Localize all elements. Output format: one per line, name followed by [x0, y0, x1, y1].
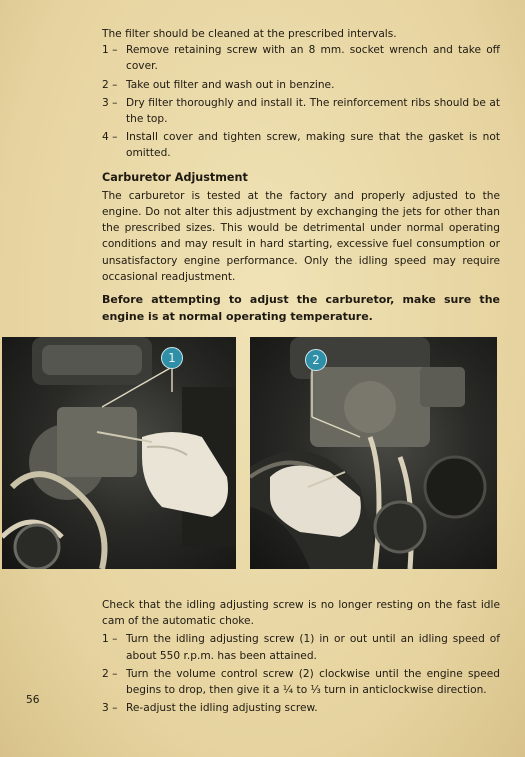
filter-instructions: [102, 26, 500, 325]
filter-step-1: 1 – Remove retaining screw with an 8 mm. socket wrench and take off cover.: [102, 44, 500, 73]
idle-step-3: 3 – Re-adjust the idling adjusting screw.: [102, 702, 318, 715]
filter-step-2: 2 – Take out filter and wash out in benzine.: [102, 78, 335, 91]
section-body: The carburetor is tested at the factory and properly adjusted to the engine. Do not alter this adjustment by exchanging the jets for other than the prescribed sizes. This would be detrimental under normal operating conditions and may result in hard starting, excessive fuel consumption or unsatisfactory engine performance. Only the idling speed may require occasional readjustment.: [102, 189, 500, 283]
warning-text: Before attempting to adjust the carburetor, make sure the engine is at normal operating temperature.: [102, 293, 500, 323]
page-number: 56: [26, 694, 40, 706]
engine-photo-right: [250, 337, 497, 569]
idle-step-2: 2 – Turn the volume control screw (2) clockwise until the engine speed begins to drop, then give it a ¼ to ⅓ turn in anticlockwise direction.: [102, 667, 500, 697]
callout-1-icon: 1: [161, 347, 183, 369]
idle-step-1: 1 – Turn the idling adjusting screw (1) in or out until an idling speed of about 550 r.p.m. has been attained.: [102, 633, 500, 662]
filter-step-3: 3 – Dry filter thoroughly and install it. The reinforcement ribs should be at the top.: [102, 96, 500, 126]
engine-illustration-right: [250, 337, 497, 569]
engine-illustration-left: [2, 337, 236, 569]
filter-step-4: 4 – Install cover and tighten screw, making sure that the gasket is not omitted.: [102, 131, 500, 160]
callout-2-icon: 2: [305, 349, 327, 371]
idle-adjust-instructions: [102, 597, 500, 716]
filter-intro: The filter should be cleaned at the prescribed intervals.: [102, 28, 397, 40]
idle-intro: Check that the idling adjusting screw is no longer resting on the fast idle cam of the automatic choke.: [102, 599, 500, 628]
section-heading: Carburetor Adjustment: [102, 170, 248, 184]
engine-photo-left: [2, 337, 236, 569]
